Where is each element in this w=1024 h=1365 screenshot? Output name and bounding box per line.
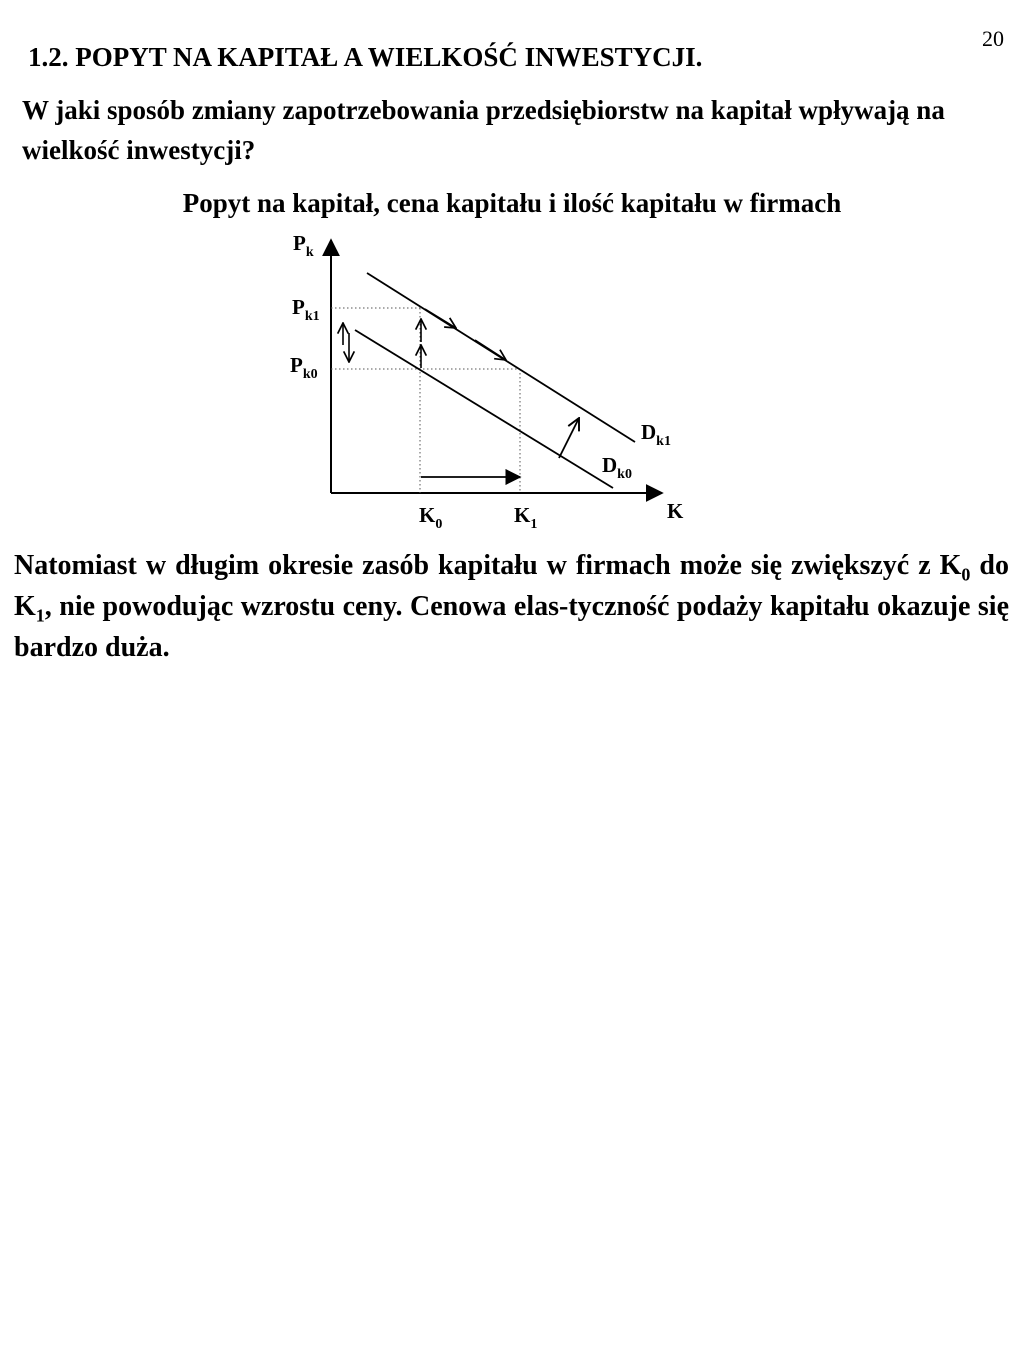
page-number: 20 bbox=[982, 26, 1004, 51]
pk1-label: $P_{k1}$ bbox=[292, 295, 320, 324]
x-axis-label: K bbox=[667, 499, 684, 523]
explanation-paragraph: Natomiast w długim okresie zasób kapitału w firmach może się zwiększyć z $K_0$ do $K_1$, nie powodując wzrostu ceny. Cenowa elas-tyczność podaży kapitału okazuje się bardzo duża. bbox=[14, 550, 1009, 663]
movement-arrow-2 bbox=[475, 340, 506, 360]
demand-shift-arrow bbox=[559, 418, 579, 458]
section-heading: 1.2. POPYT NA KAPITAŁ A WIELKOŚĆ INWESTYCJI. bbox=[28, 42, 703, 72]
question-text: W jaki sposób zmiany zapotrzebowania przedsiębiorstw na kapitał wpływają na wielkość inwestycji? bbox=[22, 95, 945, 165]
diagram-title: Popyt na kapitał, cena kapitału i ilość kapitału w firmach bbox=[182, 188, 842, 218]
movement-arrow-1 bbox=[425, 309, 456, 328]
pk0-label: $P_{k0}$ bbox=[290, 353, 318, 382]
demand-curve-dk0 bbox=[355, 330, 613, 488]
k1-label: $K_1$ bbox=[514, 503, 538, 532]
capital-demand-diagram bbox=[0, 0, 1024, 540]
dk1-label: $D_{k1}$ bbox=[641, 420, 671, 449]
y-axis-label: $P_k$ bbox=[293, 231, 314, 260]
k0-label: $K_0$ bbox=[419, 503, 443, 532]
dk0-label: $D_{k0}$ bbox=[602, 453, 632, 482]
